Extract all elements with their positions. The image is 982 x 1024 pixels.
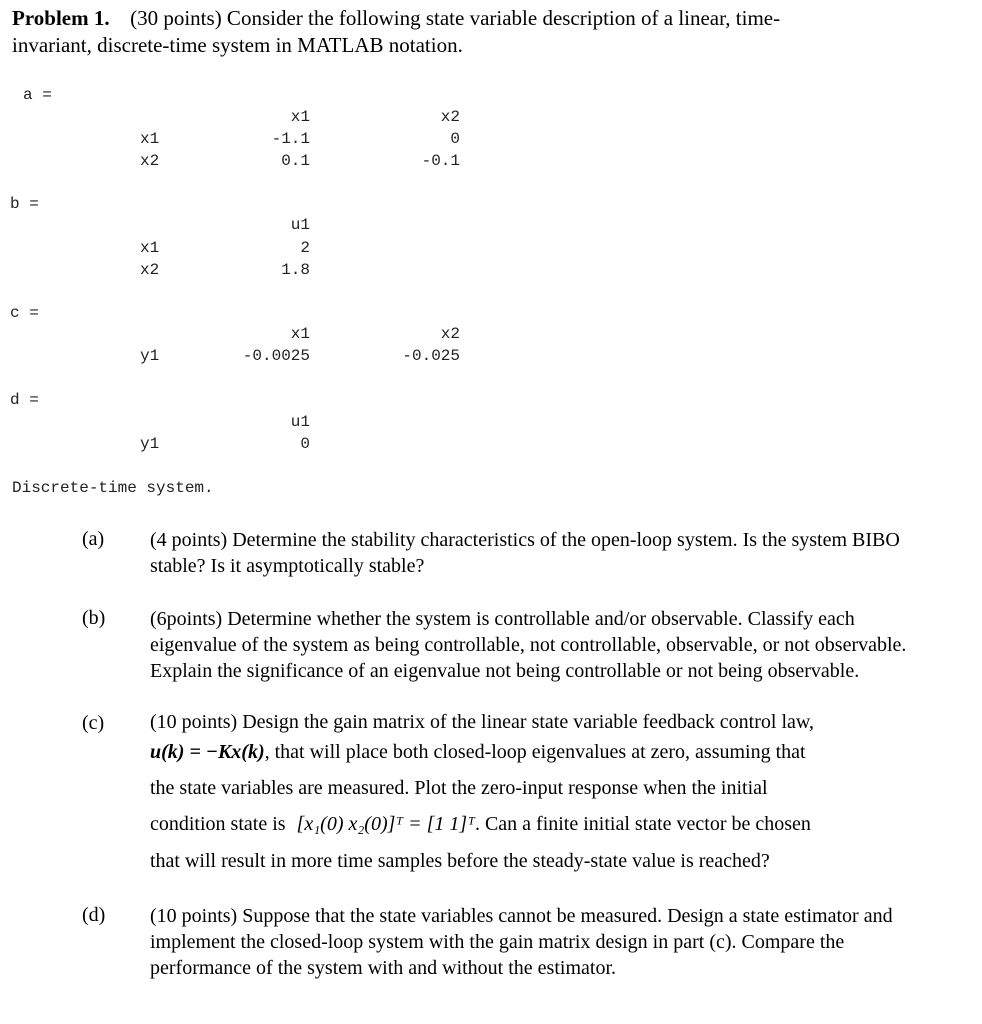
part-b-text: (6points) Determine whether the system is controllable and/or observable. Classify each eigenvalue of the system as being controllable, not controllable, observable, or not observable. Explain the significance of an eigenvalue not being controllable or not being observable. [150,608,907,682]
matrix-a-cell-1-1: -1.1 [271,130,310,148]
part-c-line1: (10 points) Design the gain matrix of the linear state variable feedback control law, [150,711,815,733]
part-a-text: (4 points) Determine the stability characteristics of the open-loop system. Is the system BIBO stable? Is it asymptotically stable? [150,529,900,577]
part-c-line4-start: condition state is [150,813,286,835]
initial-condition-equation: [x₁(0) x₂(0)]ᵀ = [1 1]ᵀ [296,813,475,835]
problem-label: Problem 1. [12,6,110,30]
matrix-d-rowlabel-1: y1 [140,435,160,453]
matrix-d-label: d = [10,391,39,409]
part-c-letter: (c) [82,712,105,734]
matrix-a-cell-2-2: -0.1 [421,152,460,170]
matrix-c-cell-1-2: -0.025 [402,347,460,365]
matrix-a-colhead-2: x2 [440,108,460,126]
matrix-c-cell-1-1: -0.0025 [242,347,310,365]
part-b-letter: (b) [82,607,106,629]
matrix-b-colhead-1: u1 [290,216,310,234]
matrix-b-rowlabel-2: x2 [140,261,160,279]
part-c-line3: the state variables are measured. Plot the zero-input response when the initial [150,777,768,799]
problem-intro-line2: invariant, discrete-time system in MATLAB notation. [12,33,463,57]
part-c-line4 [150,813,811,836]
matrix-c-colhead-2: x2 [440,325,460,343]
matrix-b-label: b = [10,195,39,213]
part-d-letter: (d) [82,904,106,926]
matrix-c-colhead-1: x1 [290,325,310,343]
problem-header-line1 [12,6,780,31]
matrix-a-cell-1-2: 0 [450,130,460,148]
matrix-b-rowlabel-1: x1 [140,239,160,257]
matrix-a-cell-2-1: 0.1 [281,152,310,170]
matrix-d-colhead-1: u1 [290,413,310,431]
part-a-letter: (a) [82,528,105,550]
part-c-line2-rest: , that will place both closed-loop eigenvalues at zero, assuming that [264,741,806,763]
matrix-b-cell-2-1: 1.8 [281,261,310,279]
matrix-d-cell-1-1: 0 [300,435,310,453]
part-c-line2 [150,741,806,764]
matrix-a-label: a = [23,86,52,104]
matrix-a-rowlabel-1: x1 [140,130,160,148]
matrix-b-cell-1-1: 2 [300,239,310,257]
part-d-text: (10 points) Suppose that the state variables cannot be measured. Design a state estimator and implement the closed-loop system with the gain matrix design in part (c). Compare the performance of the system with and without the estimator. [150,905,893,979]
problem-intro-line1: (30 points) Consider the following state variable description of a linear, time- [130,6,781,30]
matrix-a-colhead-1: x1 [290,108,310,126]
matrix-c-rowlabel-1: y1 [140,347,160,365]
part-c-line5: that will result in more time samples before the steady-state value is reached? [150,850,770,872]
control-law-equation: u(k) = −Kx(k) [150,741,265,763]
matrix-c-label: c = [10,304,39,322]
part-c-line4-rest: . Can a finite initial state vector be chosen [474,813,811,835]
matrix-a-rowlabel-2: x2 [140,152,160,170]
matlab-footer: Discrete-time system. [12,479,214,497]
